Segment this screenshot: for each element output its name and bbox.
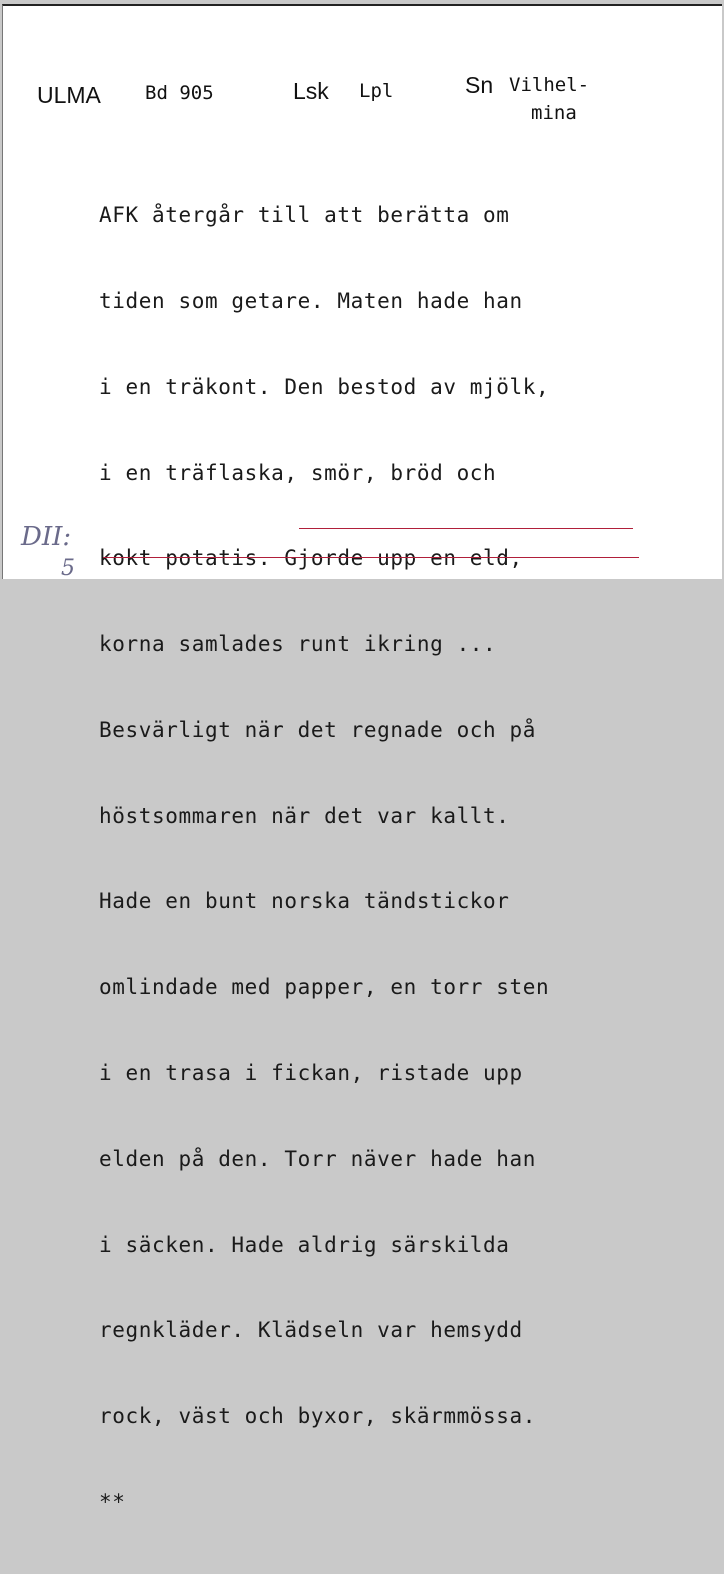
- body-line: kokt potatis. Gjorde upp en eld,: [99, 546, 523, 571]
- body-line: i en trasa i fickan, ristade upp: [99, 1061, 523, 1085]
- body-line: tiden som getare. Maten hade han: [99, 288, 523, 313]
- body-line: i en träkont. Den bestod av mjölk,: [99, 374, 550, 399]
- index-card: [2, 4, 722, 1514]
- card-body-text: [99, 144, 549, 1574]
- body-line: i säcken. Hade aldrig särskilda: [99, 1232, 510, 1257]
- county-value: Lpl: [359, 80, 394, 102]
- body-line: **: [99, 1489, 126, 1514]
- body-line: AFK återgår till att berätta om: [99, 203, 510, 228]
- body-line: rock, väst och byxor, skärmmössa.: [99, 1404, 537, 1429]
- body-line: Hade en bunt norska tändstickor: [99, 889, 510, 914]
- parish-value-line1: Vilhel-: [509, 74, 590, 96]
- margin-note-number: 5: [61, 556, 75, 581]
- body-line: omlindade med papper, en torr sten: [99, 975, 550, 1000]
- highlight-underline-2: [103, 557, 639, 558]
- body-line: regnkläder. Klädseln var hemsydd: [99, 1318, 523, 1343]
- county-label: Lsk: [293, 78, 329, 104]
- archive-code: ULMA: [37, 82, 101, 108]
- parish-label: Sn: [465, 72, 494, 98]
- body-line: elden på den. Torr näver hade han: [99, 1146, 537, 1171]
- body-line: höstsommaren när det var kallt.: [99, 803, 510, 828]
- parish-value-line2: mina: [531, 102, 577, 124]
- body-line: Besvärligt när det regnade och på: [99, 717, 537, 742]
- volume-number: Bd 905: [145, 82, 214, 104]
- highlight-underline-1: [299, 528, 633, 529]
- margin-note-signum: DII:: [21, 522, 72, 552]
- body-line: korna samlades runt ikring ...: [99, 632, 497, 657]
- body-line: i en träflaska, smör, bröd och: [99, 460, 497, 485]
